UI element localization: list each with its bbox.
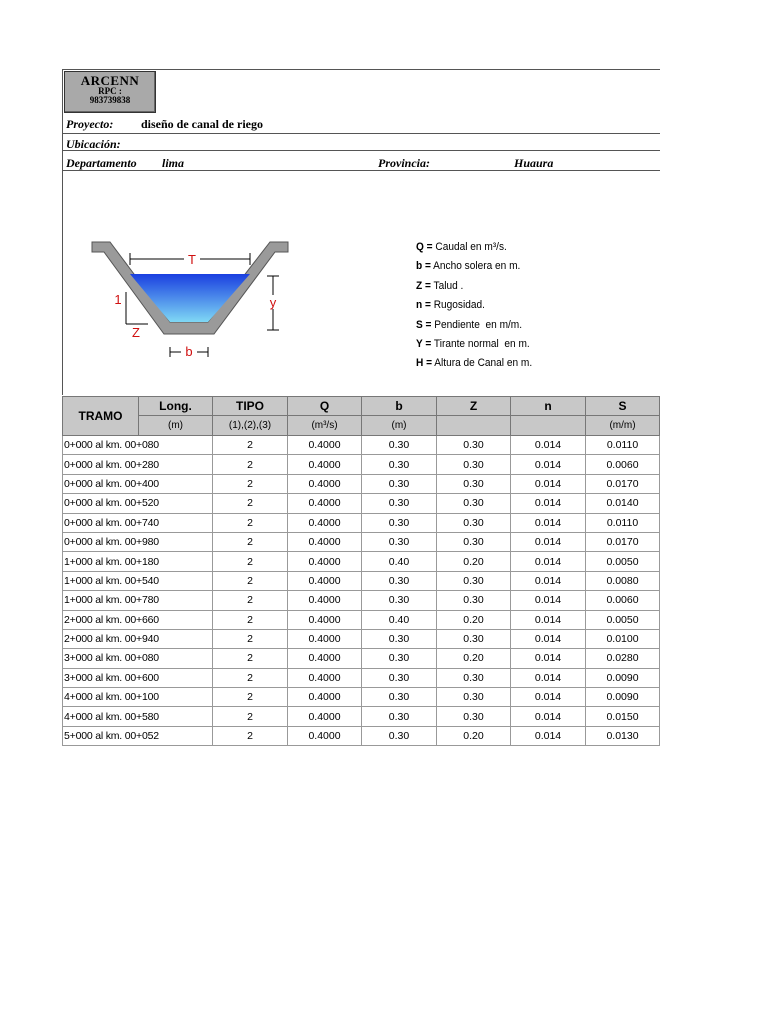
table-row [63,532,660,551]
label-1: 1 [114,292,122,307]
table-cell: 0.30 [437,513,511,532]
cell-tramo: 5+000 al km. 00+052 [63,726,213,745]
unit-z [437,416,511,436]
table-cell: 0.30 [362,513,437,532]
legend-key: S = [416,318,432,331]
table-cell: 0.30 [437,688,511,707]
table-cell: 0.40 [362,610,437,629]
table-cell: 0.0170 [586,532,660,551]
units-row [63,416,660,436]
table-cell: 0.0050 [586,552,660,571]
table-cell: 0.30 [362,474,437,493]
unit-q: (m³/s) [288,416,362,436]
table-cell: 0.014 [511,455,586,474]
table-cell: 0.4000 [288,474,362,493]
divider [62,170,660,171]
table-cell: 0.30 [362,629,437,648]
table-cell: 0.30 [437,668,511,687]
table-cell: 0.014 [511,649,586,668]
unit-b: (m) [362,416,437,436]
cell-tramo: 4+000 al km. 00+580 [63,707,213,726]
cell-tramo: 0+000 al km. 00+740 [63,513,213,532]
cell-tramo: 1+000 al km. 00+780 [63,591,213,610]
table-row [63,455,660,474]
table-row [63,591,660,610]
table-row [63,688,660,707]
table-cell: 2 [213,707,288,726]
legend-item [416,296,532,315]
table-cell: 0.30 [362,591,437,610]
table-row [63,610,660,629]
sheet-top-border [62,69,660,70]
legend-item [416,257,532,276]
header-row [63,397,660,416]
table-cell: 0.014 [511,474,586,493]
table-body [63,436,660,746]
table-cell: 0.30 [362,571,437,590]
table-cell: 0.014 [511,707,586,726]
col-header-b: b [362,397,437,416]
table-row [63,649,660,668]
legend-text: Tirante normal en m. [431,338,530,351]
col-header-tramo: TRAMO [63,397,139,436]
table-cell: 0.0090 [586,668,660,687]
unit-tipo: (1),(2),(3) [213,416,288,436]
table-cell: 0.30 [437,494,511,513]
legend-text: Pendiente en m/m. [431,318,523,331]
legend-key: Z = [416,279,431,292]
table-cell: 0.014 [511,571,586,590]
table-cell: 0.4000 [288,649,362,668]
legend-key: b = [416,260,431,273]
table-cell: 0.30 [362,532,437,551]
table-row [63,494,660,513]
legend-text: Caudal en m³/s. [432,241,507,253]
cell-tramo: 0+000 al km. 00+400 [63,474,213,493]
col-header-long: Long. [139,397,213,416]
table-cell: 0.30 [362,688,437,707]
legend-item [416,335,532,354]
table-cell: 2 [213,436,288,455]
legend-item [416,277,532,296]
canal-data-table [62,396,660,746]
table-cell: 0.30 [362,707,437,726]
cell-tramo: 1+000 al km. 00+540 [63,571,213,590]
table-cell: 0.4000 [288,629,362,648]
col-header-z: Z [437,397,511,416]
table-cell: 0.4000 [288,571,362,590]
col-header-tipo: TIPO [213,397,288,416]
table-cell: 0.4000 [288,688,362,707]
table-cell: 0.0060 [586,591,660,610]
table-cell: 0.30 [362,668,437,687]
table-cell: 0.014 [511,513,586,532]
table-cell: 0.30 [362,436,437,455]
logo-name: ARCENN [80,73,140,88]
table-row [63,436,660,455]
table-row [63,474,660,493]
legend-text: Rugosidad. [430,299,485,312]
legend-text: Altura de Canal en m. [432,357,533,370]
col-header-q: Q [288,397,362,416]
divider [62,150,660,151]
unit-n [511,416,586,436]
table-cell: 0.014 [511,436,586,455]
table-cell: 0.20 [437,726,511,745]
cell-tramo: 2+000 al km. 00+660 [63,610,213,629]
table-cell: 0.30 [437,532,511,551]
proyecto-label: Proyecto: [66,117,114,131]
table-cell: 2 [213,726,288,745]
table-cell: 0.30 [437,436,511,455]
unit-s: (m/m) [586,416,660,436]
cell-tramo: 3+000 al km. 00+080 [63,649,213,668]
table-cell: 0.30 [437,571,511,590]
table-cell: 2 [213,494,288,513]
table-cell: 0.0170 [586,474,660,493]
table-cell: 0.014 [511,726,586,745]
table-cell: 0.20 [437,552,511,571]
table-cell: 0.014 [511,591,586,610]
table-cell: 0.0100 [586,629,660,648]
cell-tramo: 0+000 al km. 00+520 [63,494,213,513]
col-header-s: S [586,397,660,416]
logo-phone: 983739838 [89,95,131,105]
table-cell: 0.4000 [288,668,362,687]
table-cell: 0.30 [437,707,511,726]
provincia-value: Huaura [514,156,554,170]
table-cell: 0.0080 [586,571,660,590]
table-cell: 0.0090 [586,688,660,707]
legend-text: Talud . [430,279,464,292]
label-y: y [269,295,277,310]
logo-rpc: RPC : [98,86,122,96]
table-cell: 0.014 [511,552,586,571]
legend-key: Q = [416,241,433,253]
label-Z: Z [132,325,140,340]
col-header-n: n [511,397,586,416]
cell-tramo: 2+000 al km. 00+940 [63,629,213,648]
table-cell: 0.30 [437,474,511,493]
cell-tramo: 1+000 al km. 00+180 [63,552,213,571]
table-cell: 0.0280 [586,649,660,668]
legend-key: Y = [416,338,432,351]
table-cell: 0.0130 [586,726,660,745]
table-cell: 0.0050 [586,610,660,629]
label-T: T [188,252,196,267]
unit-long: (m) [139,416,213,436]
table-cell: 0.20 [437,610,511,629]
legend-item [416,238,532,257]
table-cell: 0.30 [437,455,511,474]
table-cell: 2 [213,532,288,551]
legend-text: Ancho solera en m. [430,260,521,273]
table-cell: 2 [213,610,288,629]
table-cell: 2 [213,629,288,648]
table-row [63,668,660,687]
table-cell: 2 [213,552,288,571]
table-row [63,707,660,726]
table-cell: 0.4000 [288,532,362,551]
table-cell: 0.014 [511,494,586,513]
table-cell: 0.0110 [586,436,660,455]
proyecto-value: diseño de canal de riego [141,117,263,131]
provincia-label: Provincia: [378,156,430,170]
legend-item [416,354,532,373]
canal-section-diagram [90,238,295,363]
table-cell: 0.4000 [288,552,362,571]
table-cell: 0.30 [362,649,437,668]
cell-tramo: 0+000 al km. 00+080 [63,436,213,455]
table-cell: 2 [213,513,288,532]
table-row [63,629,660,648]
variable-legend [416,238,532,374]
departamento-value: lima [162,156,185,170]
table-cell: 2 [213,649,288,668]
table-row [63,513,660,532]
table-cell: 0.4000 [288,494,362,513]
legend-key: n = [416,299,431,312]
cell-tramo: 0+000 al km. 00+980 [63,532,213,551]
table-row [63,552,660,571]
table-cell: 0.4000 [288,707,362,726]
table-cell: 0.30 [362,726,437,745]
table-cell: 0.4000 [288,436,362,455]
company-logo [64,71,156,113]
table-row [63,571,660,590]
departamento-label: Departamento [66,156,137,170]
table-cell: 0.4000 [288,513,362,532]
table-cell: 2 [213,455,288,474]
table-cell: 0.014 [511,610,586,629]
table-row [63,726,660,745]
ubicacion-label: Ubicación: [66,137,121,151]
table-cell: 0.014 [511,629,586,648]
cell-tramo: 3+000 al km. 00+600 [63,668,213,687]
cell-tramo: 4+000 al km. 00+100 [63,688,213,707]
table-cell: 0.40 [362,552,437,571]
label-b: b [185,344,193,359]
table-cell: 0.4000 [288,610,362,629]
table-cell: 2 [213,474,288,493]
table-cell: 0.0060 [586,455,660,474]
table-cell: 0.30 [362,494,437,513]
table-cell: 2 [213,668,288,687]
table-cell: 0.30 [362,455,437,474]
table-cell: 0.0140 [586,494,660,513]
table-cell: 0.4000 [288,455,362,474]
table-cell: 0.4000 [288,726,362,745]
table-cell: 0.014 [511,688,586,707]
table-cell: 2 [213,688,288,707]
cell-tramo: 0+000 al km. 00+280 [63,455,213,474]
table-cell: 0.30 [437,629,511,648]
legend-key: H = [416,357,433,370]
table-cell: 2 [213,571,288,590]
legend-item [416,316,532,335]
table-cell: 0.30 [437,591,511,610]
proyecto-row [62,114,660,133]
table-cell: 0.0110 [586,513,660,532]
table-cell: 0.014 [511,532,586,551]
table-cell: 0.014 [511,668,586,687]
table-cell: 0.4000 [288,591,362,610]
table-cell: 0.20 [437,649,511,668]
table-cell: 0.0150 [586,707,660,726]
table-cell: 2 [213,591,288,610]
